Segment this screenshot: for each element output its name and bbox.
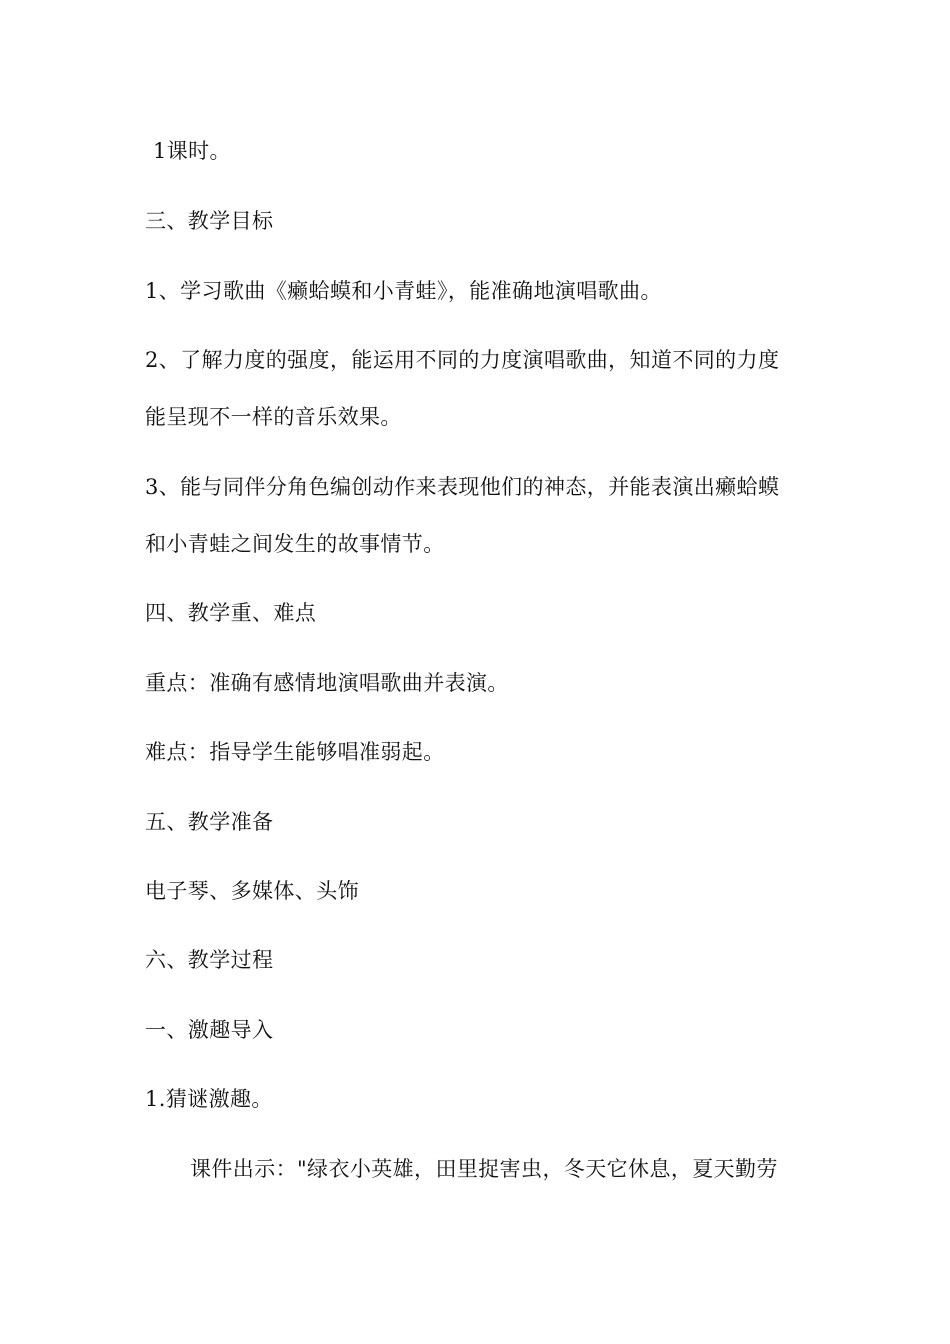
section-heading-process: 六、教学过程 xyxy=(145,948,274,972)
lesson-duration: 1课时。 xyxy=(153,139,231,163)
objective-2-line-1: 2、了解力度的强度，能运用不同的力度演唱歌曲，知道不同的力度 xyxy=(145,348,780,372)
objective-1: 1、学习歌曲《癞蛤蟆和小青蛙》，能准确地演唱歌曲。 xyxy=(145,279,662,303)
difficult-point: 难点：指导学生能够唱准弱起。 xyxy=(145,740,445,764)
section-heading-objectives: 三、教学目标 xyxy=(145,209,274,233)
objective-3-line-1: 3、能与同伴分角色编创动作来表现他们的神态，并能表演出癞蛤蟆 xyxy=(145,475,780,499)
preparation-items: 电子琴、多媒体、头饰 xyxy=(145,879,359,903)
section-heading-preparation: 五、教学准备 xyxy=(145,810,274,834)
objective-3-line-2: 和小青蛙之间发生的故事情节。 xyxy=(145,532,445,556)
objective-2-line-2: 能呈现不一样的音乐效果。 xyxy=(145,405,402,429)
subsection-heading-intro: 一、激趣导入 xyxy=(145,1018,274,1042)
key-point: 重点：准确有感情地演唱歌曲并表演。 xyxy=(145,671,509,695)
step-riddle: 1.猜谜激趣。 xyxy=(145,1087,273,1111)
section-heading-key-points: 四、教学重、难点 xyxy=(145,601,317,625)
riddle-text: 课件出示："绿衣小英雄，田里捉害虫，冬天它休息，夏天勤劳 xyxy=(190,1157,778,1181)
